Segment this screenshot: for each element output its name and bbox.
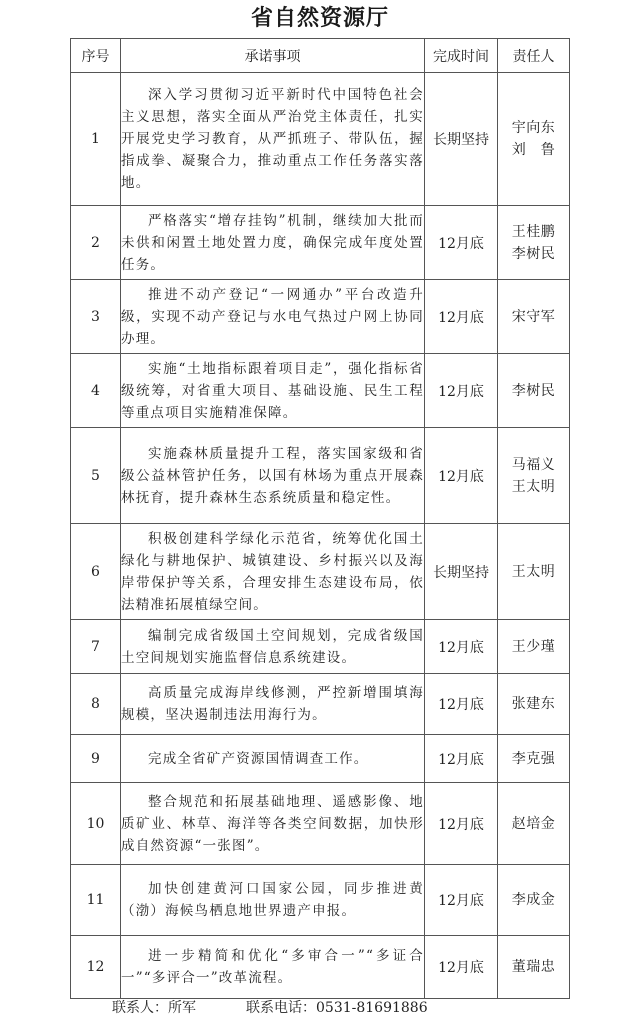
responsible-person bbox=[498, 73, 570, 206]
commitment-item: 完成全省矿产资源国情调查工作。 bbox=[121, 735, 425, 783]
table-row bbox=[71, 783, 570, 865]
table-row bbox=[71, 936, 570, 999]
commitment-item: 进一步精简和优化“多审合一”“多证合一”“多评合一”改革流程。 bbox=[121, 936, 425, 999]
commitment-item: 编制完成省级国土空间规划，完成省级国土空间规划实施监督信息系统建设。 bbox=[121, 620, 425, 674]
row-number: 9 bbox=[71, 735, 121, 783]
responsible-person bbox=[498, 428, 570, 524]
row-number: 4 bbox=[71, 354, 121, 428]
row-number: 12 bbox=[71, 936, 121, 999]
person-name: 赵培金 bbox=[511, 815, 556, 832]
completion-time: 长期坚持 bbox=[425, 524, 498, 620]
commitment-item: 严格落实“增存挂钩”机制，继续加大批而未供和闲置土地处置力度，确保完成年度处置任务。 bbox=[121, 206, 425, 280]
responsible-person bbox=[498, 524, 570, 620]
commitment-table bbox=[70, 38, 570, 999]
responsible-person bbox=[498, 936, 570, 999]
person-name: 王太明 bbox=[511, 563, 556, 580]
row-number: 1 bbox=[71, 73, 121, 206]
contact-phone: 联系电话：0531-81691886 bbox=[246, 1000, 428, 1016]
table-row bbox=[71, 674, 570, 735]
responsible-person bbox=[498, 354, 570, 428]
completion-time: 12月底 bbox=[425, 620, 498, 674]
commitment-item: 加快创建黄河口国家公园，同步推进黄（渤）海候鸟栖息地世界遗产申报。 bbox=[121, 865, 425, 936]
row-number: 6 bbox=[71, 524, 121, 620]
person-name: 王太明 bbox=[511, 478, 556, 495]
person-name: 王少瑾 bbox=[511, 638, 556, 655]
completion-time: 12月底 bbox=[425, 428, 498, 524]
header-no: 序号 bbox=[71, 39, 121, 73]
row-number: 5 bbox=[71, 428, 121, 524]
table-body bbox=[71, 73, 570, 999]
table-row bbox=[71, 73, 570, 206]
header-time: 完成时间 bbox=[425, 39, 498, 73]
table-row bbox=[71, 280, 570, 354]
person-name: 李树民 bbox=[511, 382, 556, 399]
responsible-person bbox=[498, 735, 570, 783]
completion-time: 长期坚持 bbox=[425, 73, 498, 206]
responsible-person bbox=[498, 783, 570, 865]
completion-time: 12月底 bbox=[425, 674, 498, 735]
page-title: 省自然资源厅 bbox=[250, 6, 389, 31]
row-number: 7 bbox=[71, 620, 121, 674]
responsible-person bbox=[498, 280, 570, 354]
row-number: 11 bbox=[71, 865, 121, 936]
table-header-row bbox=[71, 39, 570, 73]
completion-time: 12月底 bbox=[425, 280, 498, 354]
table-row bbox=[71, 428, 570, 524]
responsible-person bbox=[498, 620, 570, 674]
table-row bbox=[71, 524, 570, 620]
completion-time: 12月底 bbox=[425, 735, 498, 783]
person-name: 张建东 bbox=[511, 696, 556, 712]
person-name: 宇向东 bbox=[511, 120, 556, 136]
row-number: 2 bbox=[71, 206, 121, 280]
completion-time: 12月底 bbox=[425, 206, 498, 280]
commitment-item: 深入学习贯彻习近平新时代中国特色社会主义思想，落实全面从严治党主体责任，扎实开展党史学习教育，从严抓班子、带队伍，握指成拳、凝聚合力，推动重点工作任务落实落地。 bbox=[121, 73, 425, 206]
person-name: 王桂鹏 bbox=[511, 223, 556, 240]
commitment-item: 推进不动产登记“一网通办”平台改造升级，实现不动产登记与水电气热过户网上协同办理。 bbox=[121, 280, 425, 354]
header-item: 承诺事项 bbox=[121, 39, 425, 73]
commitment-item: 积极创建科学绿化示范省，统筹优化国土绿化与耕地保护、城镇建设、乡村振兴以及海岸带保护等关系，合理安排生态建设布局，依法精准拓展植绿空间。 bbox=[121, 524, 425, 620]
table-row bbox=[71, 620, 570, 674]
commitment-item: 实施森林质量提升工程，落实国家级和省级公益林管护任务，以国有林场为重点开展森林抚育，提升森林生态系统质量和稳定性。 bbox=[121, 428, 425, 524]
table-row bbox=[71, 206, 570, 280]
responsible-person bbox=[498, 674, 570, 735]
person-name: 李成金 bbox=[511, 892, 556, 908]
completion-time: 12月底 bbox=[425, 936, 498, 999]
header-responsible: 责任人 bbox=[498, 39, 570, 73]
completion-time: 12月底 bbox=[425, 783, 498, 865]
commitment-item: 整合规范和拓展基础地理、遥感影像、地质矿业、林草、海洋等各类空间数据，加快形成自然资源“一张图”。 bbox=[121, 783, 425, 865]
contact-person: 联系人：所军 bbox=[112, 1000, 196, 1016]
row-number: 10 bbox=[71, 783, 121, 865]
responsible-person bbox=[498, 865, 570, 936]
person-name: 刘 鲁 bbox=[511, 142, 556, 158]
person-name: 董瑞忠 bbox=[511, 959, 556, 975]
row-number: 8 bbox=[71, 674, 121, 735]
table-row bbox=[71, 735, 570, 783]
responsible-person bbox=[498, 206, 570, 280]
table-row bbox=[71, 354, 570, 428]
commitment-item: 实施“土地指标跟着项目走”，强化指标省级统筹，对省重大项目、基础设施、民生工程等重点项目实施精准保障。 bbox=[121, 354, 425, 428]
footer-contact bbox=[112, 998, 428, 1018]
completion-time: 12月底 bbox=[425, 354, 498, 428]
completion-time: 12月底 bbox=[425, 865, 498, 936]
commitment-item: 高质量完成海岸线修测，严控新增围填海规模，坚决遏制违法用海行为。 bbox=[121, 674, 425, 735]
person-name: 宋守军 bbox=[511, 308, 556, 325]
person-name: 李树民 bbox=[511, 245, 556, 262]
table-row bbox=[71, 865, 570, 936]
row-number: 3 bbox=[71, 280, 121, 354]
person-name: 李克强 bbox=[511, 750, 556, 767]
person-name: 马福义 bbox=[511, 456, 556, 473]
